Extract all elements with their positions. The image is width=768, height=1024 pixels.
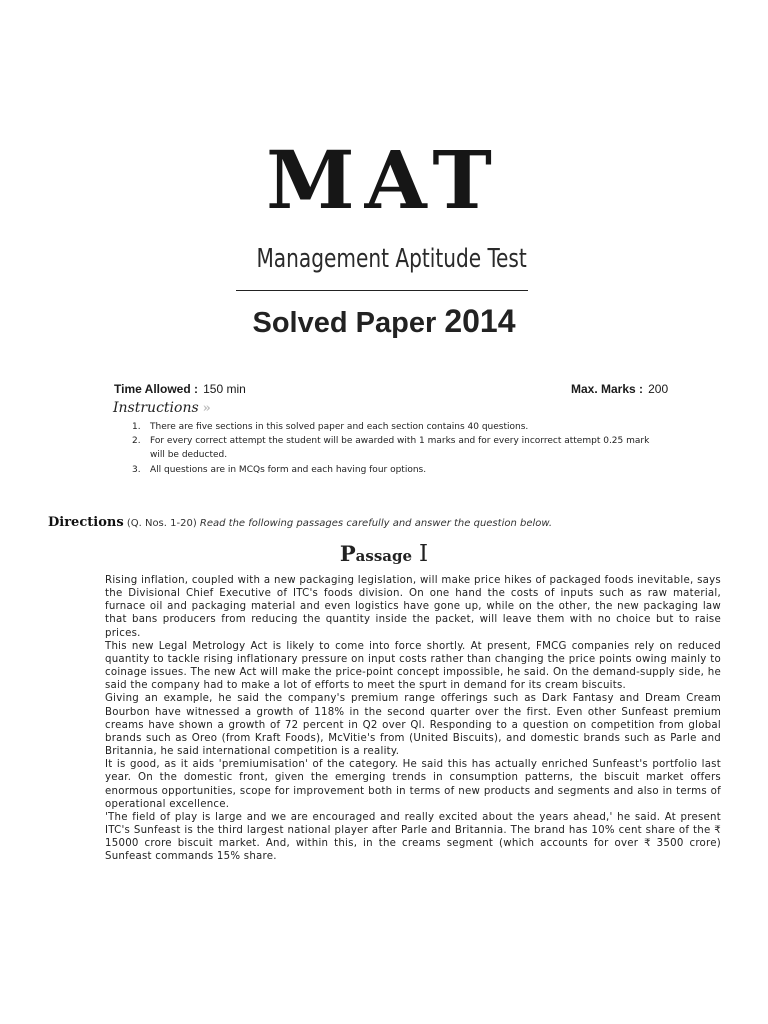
passage-paragraph: Giving an example, he said the company's premium range offerings such as Dark Fantasy and Dream Cream Bourbon have witnessed a growth of 118% in the second quarter over the first. Even other Sunfeast premium creams have shown a growth of 72 percent in Q2 over Ql. Responding to a question on competition from global brands such as Oreo (from Kraft Foods), McVitie's from (United Biscuits), and domestic brands such as Parle and Britannia, he said international competition is a reality. [105, 693, 721, 758]
time-allowed [114, 378, 246, 397]
directions-label: Directions [48, 515, 124, 530]
max-marks-value: 200 [648, 382, 669, 396]
passage-paragraph: 'The field of play is large and we are encouraged and really excited about the years ahead,' he said. At present ITC's Sunfeast is the third largest national player after Parle and Britannia. The brand has 10% cent share of the ₹ 15000 crore biscuit market. And, within this, in the creams segment (which accounts for over ₹ 3500 crore) Sunfeast commands 15% share. [105, 811, 721, 863]
instruction-item [132, 420, 652, 434]
instruction-number: 2. [132, 436, 141, 447]
instruction-text: All questions are in MCQs form and each having four options. [150, 464, 427, 475]
time-allowed-value: 150 min [203, 382, 246, 396]
instructions-list [132, 420, 652, 477]
solved-paper-label: Solved Paper [252, 307, 437, 339]
max-marks [571, 378, 668, 397]
time-allowed-label: Time Allowed : [114, 382, 199, 396]
passage-paragraph: It is good, as it aids 'premiumisation' of the category. He said this has actually enriched Sunfeast's portfolio last year. On the domestic front, given the emerging trends in consumption patterns, the biscuit market offers enormous opportunities, scope for improvement both in terms of new products and segments and also in terms of operational excellence. [105, 759, 721, 810]
double-chevron-right-icon: » [202, 401, 211, 416]
instruction-text: There are five sections in this solved paper and each section contains 40 questions. [150, 422, 529, 432]
passage-heading-word: assage [355, 547, 413, 565]
instruction-number: 1. [132, 422, 141, 432]
instruction-item [132, 463, 652, 477]
paper-year: 2014 [444, 303, 516, 339]
directions-range: (Q. Nos. 1-20) [126, 518, 197, 529]
directions-line [48, 515, 552, 530]
subtitle: Management Aptitude Test [256, 244, 527, 274]
passage-heading [0, 541, 768, 567]
instruction-item [132, 434, 652, 462]
instruction-text: For every correct attempt the student will be awarded with 1 marks and for every incorrect attempt 0.25 mark will be deducted. [150, 436, 650, 461]
title-divider [236, 290, 528, 291]
instruction-number: 3. [132, 464, 141, 475]
solved-paper-heading [0, 302, 768, 341]
main-title: MAT [266, 133, 502, 227]
passage-heading-initial: P [339, 541, 356, 566]
max-marks-label: Max. Marks : [571, 382, 644, 396]
directions-text: Read the following passages carefully and answer the question below. [199, 518, 553, 529]
passage-body [105, 574, 721, 863]
passage-paragraph: This new Legal Metrology Act is likely to come into force shortly. At present, FMCG companies rely on reduced quantity to tackle rising inflationary pressure on input costs rather than changing the price points owing mainly to coinage issues. The new Act will make the price-point concept impossible, he said. On the demand-supply side, he said the company had to make a lot of efforts to meet the spurt in demand for its cream biscuits. [105, 640, 721, 692]
instructions-heading-label: Instructions [113, 400, 199, 416]
passage-paragraph: Rising inflation, coupled with a new packaging legislation, will make price hikes of packaged foods inevitable, says the Divisional Chief Executive of ITC's foods division. On one hand the costs of inputs such as raw material, furnace oil and packaging material and even logistics have gone up, while on the other, the new packaging law that bans producers from reducing the quantity inside the packet, will leave them with no choice but to raise prices. [105, 575, 721, 639]
instructions-heading [113, 400, 211, 416]
passage-heading-numeral: I [419, 541, 429, 567]
